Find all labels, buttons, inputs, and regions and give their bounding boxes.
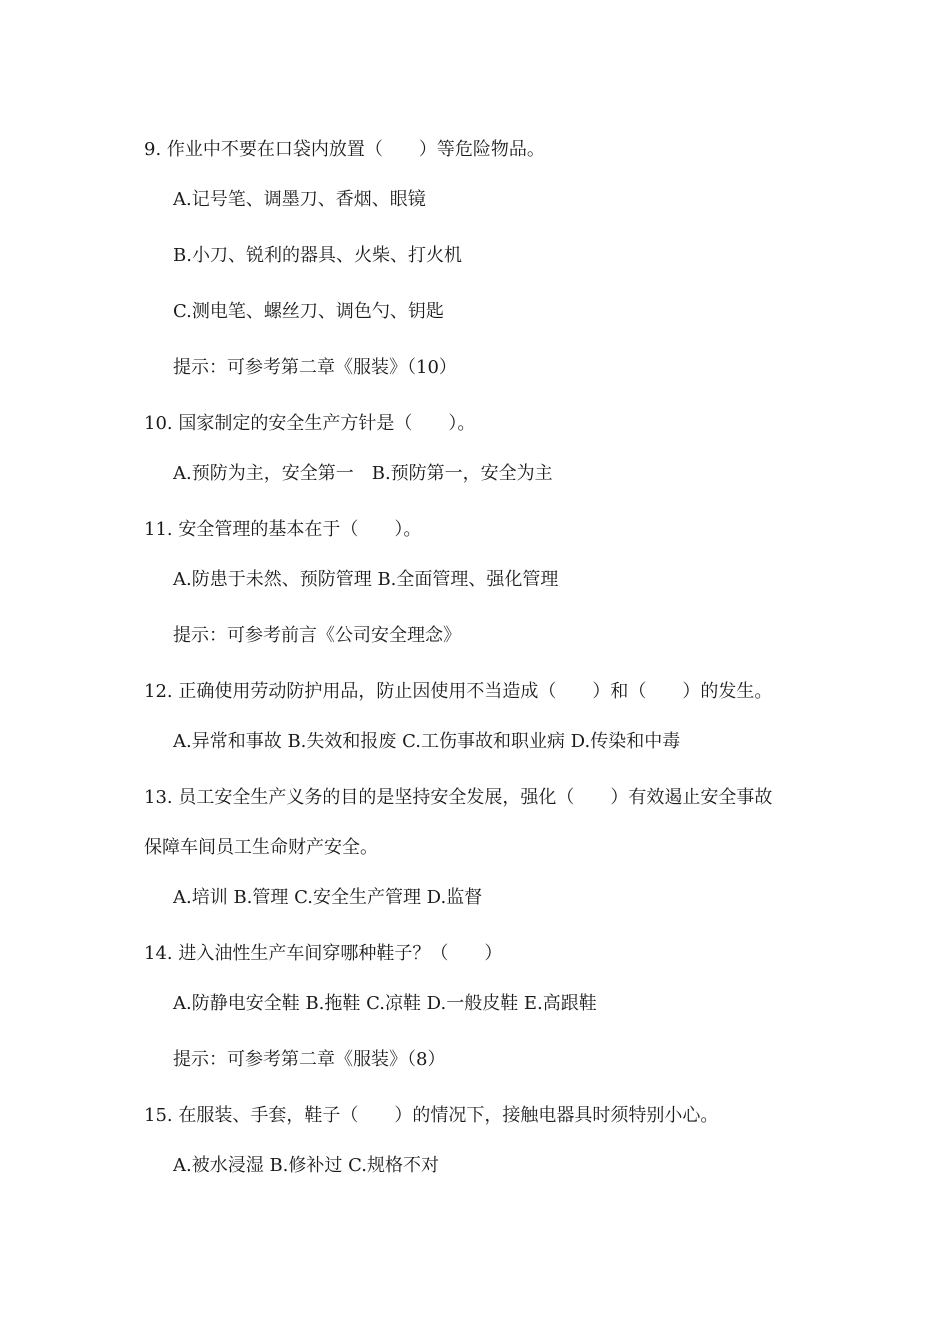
question-10-options: A.预防为主，安全第一 B.预防第一，安全为主 <box>173 463 553 484</box>
question-10-stem: 10. 国家制定的安全生产方针是（ ）。 <box>144 413 476 434</box>
question-13-options: A.培训 B.管理 C.安全生产管理 D.监督 <box>173 887 483 908</box>
question-11-options: A.防患于未然、预防管理 B.全面管理、强化管理 <box>173 569 559 590</box>
question-15-stem: 15. 在服装、手套，鞋子（ ）的情况下，接触电器具时须特别小心。 <box>144 1105 719 1126</box>
question-15-options: A.被水浸湿 B.修补过 C.规格不对 <box>173 1155 439 1176</box>
question-14-hint: 提示：可参考第二章《服装》（8） <box>173 1049 446 1070</box>
question-12-options: A.异常和事故 B.失效和报废 C.工伤事故和职业病 D.传染和中毒 <box>173 731 681 752</box>
question-9-option-b: B.小刀、锐利的器具、火柴、打火机 <box>173 245 462 266</box>
question-12-stem: 12. 正确使用劳动防护用品，防止因使用不当造成（ ）和（ ）的发生。 <box>144 681 773 702</box>
question-13-stem-continued: 保障车间员工生命财产安全。 <box>144 837 378 858</box>
question-11-hint: 提示：可参考前言《公司安全理念》 <box>173 625 461 646</box>
question-9-stem: 9. 作业中不要在口袋内放置（ ）等危险物品。 <box>144 139 545 160</box>
question-11-stem: 11. 安全管理的基本在于（ ）。 <box>144 519 422 540</box>
question-9-hint: 提示：可参考第二章《服装》（10） <box>173 357 457 378</box>
question-14-options: A.防静电安全鞋 B.拖鞋 C.凉鞋 D.一般皮鞋 E.高跟鞋 <box>173 993 597 1014</box>
question-13-stem: 13. 员工安全生产义务的目的是坚持安全发展，强化（ ）有效遏止安全事故 <box>144 787 773 808</box>
question-9-option-a: A.记号笔、调墨刀、香烟、眼镜 <box>173 189 426 210</box>
question-14-stem: 14. 进入油性生产车间穿哪种鞋子？（ ） <box>144 943 503 964</box>
question-9-option-c: C.测电笔、螺丝刀、调色勺、钥匙 <box>173 301 444 322</box>
